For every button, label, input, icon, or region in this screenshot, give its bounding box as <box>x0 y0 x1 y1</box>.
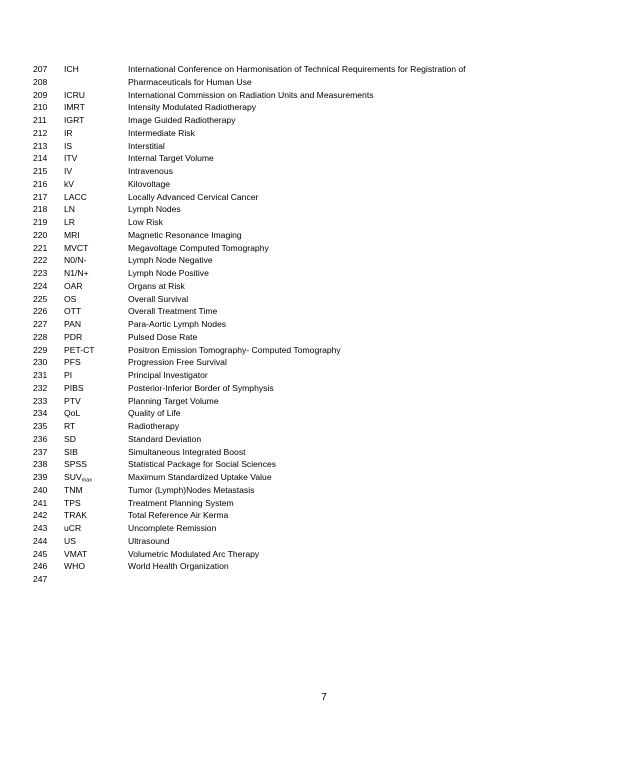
line-number: 212 <box>33 127 48 138</box>
line-number: 233 <box>33 395 48 406</box>
abbreviation-text: ICRU <box>64 89 86 100</box>
definition: Pulsed Dose Rate <box>128 331 198 342</box>
abbreviation <box>64 420 75 433</box>
list-item <box>0 191 638 204</box>
abbreviation-text: IS <box>64 140 73 151</box>
list-item <box>0 178 638 191</box>
abbreviation-text: PFS <box>64 357 81 368</box>
abbreviation-text: MVCT <box>64 242 89 253</box>
line-number: 228 <box>33 331 48 342</box>
abbreviation-text: SPSS <box>64 459 87 470</box>
abbreviation <box>64 458 87 471</box>
definition: Para-Aortic Lymph Nodes <box>128 319 227 329</box>
abbreviation <box>64 497 81 510</box>
abbreviation-text: RT <box>64 421 76 431</box>
abbreviation <box>64 127 73 140</box>
abbreviation-text: IGRT <box>64 115 85 125</box>
list-item <box>0 89 638 102</box>
line-number: 209 <box>33 89 48 100</box>
abbreviation-text: TPS <box>64 497 81 508</box>
abbreviation-text: PET-CT <box>64 344 95 355</box>
abbreviation-text: SIB <box>64 446 78 457</box>
definition: Intensity Modulated Radiotherapy <box>128 102 257 113</box>
line-number: 239 <box>33 472 48 482</box>
abbreviation-text: LACC <box>64 191 87 202</box>
line-number: 219 <box>33 217 48 227</box>
list-item <box>0 522 638 535</box>
line-number: 241 <box>33 497 48 508</box>
abbreviation <box>64 203 75 216</box>
list-item <box>0 114 638 127</box>
list-item <box>0 344 638 357</box>
abbreviation-text: MRI <box>64 229 80 240</box>
definition: Intermediate Risk <box>128 127 195 138</box>
definition: Total Reference Air Kerma <box>128 510 229 521</box>
line-number: 213 <box>33 140 48 151</box>
abbreviation-text: VMAT <box>64 548 88 559</box>
abbreviation <box>64 331 82 344</box>
abbreviation <box>64 471 92 484</box>
list-item <box>0 548 638 561</box>
list-item <box>0 356 638 369</box>
page-number: 7 <box>321 692 327 703</box>
abbreviation-text: TNM <box>64 484 83 495</box>
abbreviation <box>64 63 79 76</box>
line-number: 240 <box>33 484 48 495</box>
list-item <box>0 484 638 497</box>
abbreviation <box>64 254 86 267</box>
list-item <box>0 407 638 420</box>
list-item <box>0 497 638 510</box>
definition: Low Risk <box>128 217 163 227</box>
line-number: 243 <box>33 523 48 533</box>
definition: Statistical Package for Social Sciences <box>128 459 277 470</box>
line-number: 227 <box>33 319 48 329</box>
abbreviation <box>64 484 83 497</box>
abbreviation-text: ITV <box>64 153 78 164</box>
line-number: 234 <box>33 408 48 419</box>
definition: Overall Survival <box>128 293 189 304</box>
list-item <box>0 446 638 459</box>
definition: Intravenous <box>128 166 173 176</box>
abbreviation-text: N0/N- <box>64 255 87 266</box>
abbreviation <box>64 344 95 357</box>
abbreviation-text: IMRT <box>64 102 85 113</box>
abbreviation <box>64 535 76 548</box>
abbreviation <box>64 242 88 255</box>
abbreviation <box>64 560 85 573</box>
line-number: 223 <box>33 268 48 278</box>
list-item <box>0 471 638 484</box>
abbreviation-text: US <box>64 535 76 546</box>
abbreviation <box>64 165 72 178</box>
abbreviation-text: SD <box>64 433 76 444</box>
abbreviation <box>64 114 84 127</box>
definition: Lymph Node Negative <box>128 255 213 266</box>
abbreviation-text: LR <box>64 217 75 227</box>
definition: International Commission on Radiation Units and Measurements <box>128 89 374 100</box>
list-item <box>0 101 638 114</box>
abbreviation-text: OS <box>64 293 77 304</box>
abbreviation <box>64 433 76 446</box>
list-item <box>0 395 638 408</box>
abbreviation-list <box>0 63 638 586</box>
list-item <box>0 305 638 318</box>
list-item <box>0 127 638 140</box>
line-number: 225 <box>33 293 48 304</box>
abbreviation-text: PI <box>64 370 73 380</box>
abbreviation <box>64 395 81 408</box>
definition: Lymph Nodes <box>128 204 181 215</box>
definition: Magnetic Resonance Imaging <box>128 229 242 240</box>
abbreviation <box>64 267 89 280</box>
line-number: 215 <box>33 166 48 176</box>
list-item <box>0 420 638 433</box>
line-number: 244 <box>33 535 48 546</box>
abbreviation <box>64 191 87 204</box>
abbreviation <box>64 509 87 522</box>
line-number: 226 <box>33 306 48 317</box>
line-number: 230 <box>33 357 48 368</box>
list-item <box>0 573 638 586</box>
abbreviation-text: QoL <box>64 408 81 419</box>
line-number: 247 <box>33 574 48 584</box>
abbreviation-text: ICH <box>64 64 79 74</box>
abbreviation-text: OTT <box>64 306 82 317</box>
line-number: 220 <box>33 229 48 240</box>
definition: Overall Treatment Time <box>128 306 218 317</box>
list-item <box>0 267 638 280</box>
abbreviation-text: OAR <box>64 280 83 291</box>
abbreviation-text: SUV <box>64 472 82 482</box>
abbreviation <box>64 152 77 165</box>
list-item <box>0 140 638 153</box>
abbreviation <box>64 140 72 153</box>
list-item <box>0 63 638 76</box>
definition: Simultaneous Integrated Boost <box>128 446 246 457</box>
line-number: 235 <box>33 421 48 431</box>
line-number: 208 <box>33 76 48 87</box>
definition: Locally Advanced Cervical Cancer <box>128 191 259 202</box>
abbreviation <box>64 407 80 420</box>
abbreviation-text: kV <box>64 178 75 189</box>
line-number: 211 <box>33 115 47 125</box>
line-number: 245 <box>33 548 48 559</box>
line-number: 237 <box>33 446 48 457</box>
definition: Principal Investigator <box>128 370 208 380</box>
definition: World Health Organization <box>128 561 229 572</box>
abbreviation <box>64 305 81 318</box>
list-item <box>0 369 638 382</box>
abbreviation <box>64 369 72 382</box>
abbreviation <box>64 89 85 102</box>
line-number: 221 <box>33 242 48 253</box>
list-item <box>0 560 638 573</box>
abbreviation-text: PTV <box>64 395 81 406</box>
line-number: 236 <box>33 433 48 444</box>
abbreviation-text: IR <box>64 127 73 138</box>
definition: Ultrasound <box>128 535 170 546</box>
list-item <box>0 280 638 293</box>
definition: Tumor (Lymph)Nodes Metastasis <box>128 484 255 495</box>
abbreviation <box>64 178 74 191</box>
list-item <box>0 152 638 165</box>
abbreviation <box>64 293 76 306</box>
line-number: 224 <box>33 280 48 291</box>
abbreviation <box>64 382 84 395</box>
abbreviation-text: PIBS <box>64 382 84 393</box>
line-number: 207 <box>33 64 48 74</box>
abbreviation <box>64 318 81 331</box>
line-number: 217 <box>33 191 48 202</box>
abbreviation-text: TRAK <box>64 510 87 521</box>
line-number: 214 <box>33 153 48 164</box>
line-number: 210 <box>33 102 48 113</box>
list-item <box>0 509 638 522</box>
line-number: 238 <box>33 459 48 470</box>
line-number: 232 <box>33 382 48 393</box>
line-number: 246 <box>33 561 48 572</box>
definition: Progression Free Survival <box>128 357 227 368</box>
line-number: 222 <box>33 255 48 266</box>
definition: Interstitial <box>128 140 165 151</box>
abbreviation-subscript: max <box>81 477 93 484</box>
abbreviation <box>64 280 83 293</box>
abbreviation-text: PDR <box>64 331 83 342</box>
definition: Organs at Risk <box>128 280 185 291</box>
definition: International Conference on Harmonisation of Technical Requirements for Registration of <box>128 64 466 74</box>
list-item <box>0 382 638 395</box>
line-number: 231 <box>33 370 48 380</box>
abbreviation <box>64 548 87 561</box>
list-item <box>0 165 638 178</box>
list-item <box>0 242 638 255</box>
line-number: 242 <box>33 510 48 521</box>
definition: Planning Target Volume <box>128 395 219 406</box>
list-item <box>0 318 638 331</box>
abbreviation-text: WHO <box>64 561 86 572</box>
abbreviation-text: IV <box>64 166 73 176</box>
abbreviation-text: PAN <box>64 319 82 329</box>
definition: Posterior-Inferior Border of Symphysis <box>128 382 274 393</box>
definition: Radiotherapy <box>128 421 180 431</box>
abbreviation-text: uCR <box>64 523 82 533</box>
list-item <box>0 229 638 242</box>
abbreviation <box>64 216 75 229</box>
list-item <box>0 216 638 229</box>
definition: Quality of Life <box>128 408 181 419</box>
abbreviation <box>64 229 80 242</box>
definition: Uncomplete Remission <box>128 523 217 533</box>
definition: Internal Target Volume <box>128 153 214 164</box>
definition: Pharmaceuticals for Human Use <box>128 76 252 87</box>
list-item <box>0 203 638 216</box>
list-item <box>0 331 638 344</box>
list-item <box>0 76 638 89</box>
definition: Treatment Planning System <box>128 497 234 508</box>
definition: Positron Emission Tomography- Computed Tomography <box>128 344 341 355</box>
list-item <box>0 458 638 471</box>
abbreviation <box>64 356 81 369</box>
definition: Kilovoltage <box>128 178 171 189</box>
line-number: 229 <box>33 344 48 355</box>
definition: Image Guided Radiotherapy <box>128 115 236 125</box>
list-item <box>0 433 638 446</box>
abbreviation <box>64 522 81 535</box>
list-item <box>0 535 638 548</box>
abbreviation-text: N1/N+ <box>64 268 89 278</box>
line-number: 218 <box>33 204 48 215</box>
abbreviation-text: LN <box>64 204 75 215</box>
abbreviation <box>64 446 78 459</box>
definition: Standard Deviation <box>128 433 202 444</box>
line-number: 216 <box>33 178 48 189</box>
definition: Lymph Node Positive <box>128 268 209 278</box>
list-item <box>0 254 638 267</box>
definition: Volumetric Modulated Arc Therapy <box>128 548 260 559</box>
list-item <box>0 293 638 306</box>
abbreviation <box>64 101 85 114</box>
definition: Maximum Standardized Uptake Value <box>128 472 272 482</box>
definition: Megavoltage Computed Tomography <box>128 242 269 253</box>
